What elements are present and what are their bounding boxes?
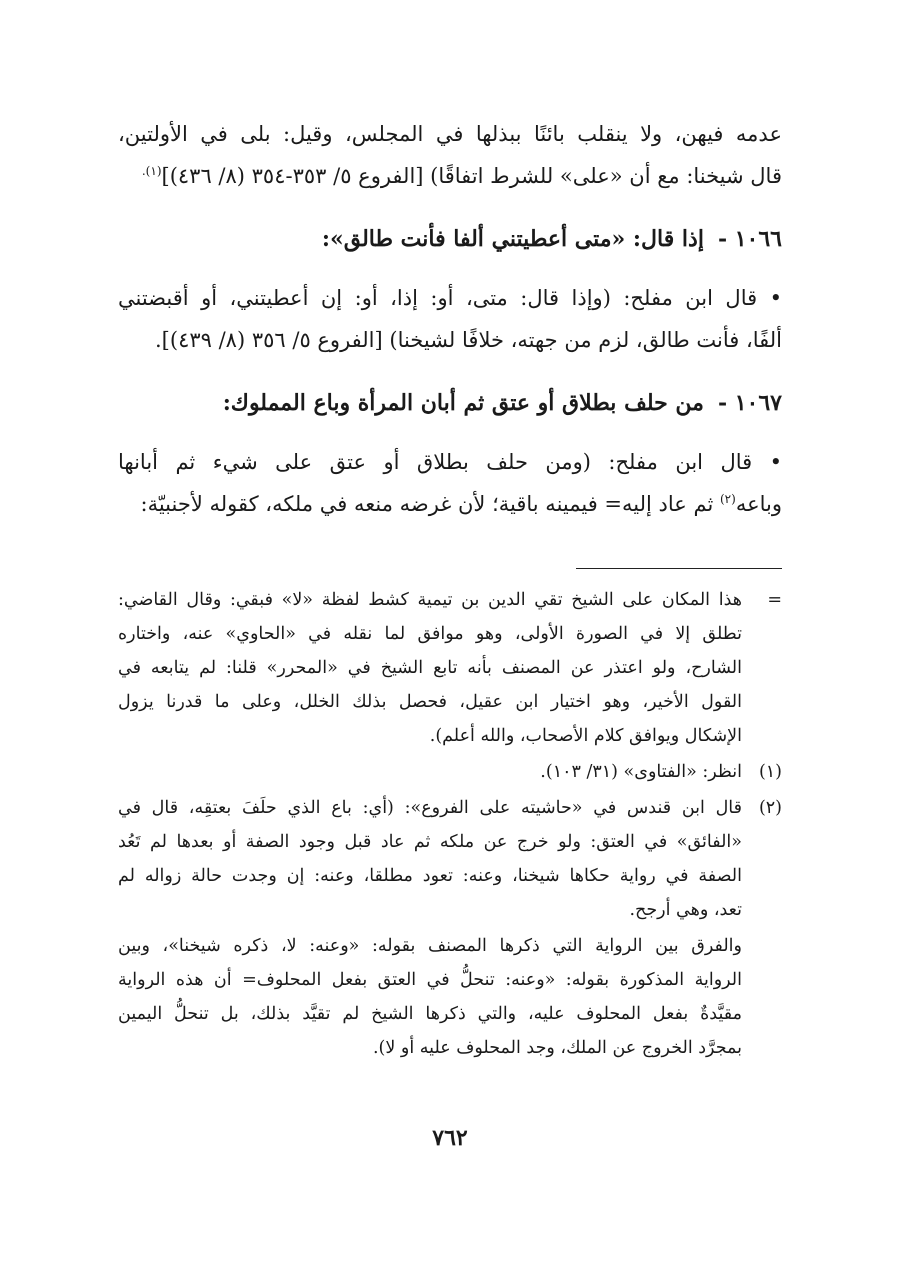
page-number: ٧٦٢: [432, 1125, 468, 1151]
footnote-line: هذا المكان على الشيخ تقي الدين بن تيمية كشط لفظة «لا» فبقي: وقال القاضي:: [118, 590, 742, 610]
footnote-line: تطلق إلا في الصورة الأولى، وهو موافق لما نقله في «الحاوي» عنه، واختاره: [118, 624, 742, 644]
footnote-line: الرواية المذكورة بقوله: «وعنه: تنحلُّ في العتق بفعل المحلوف= أن هذه الرواية: [118, 970, 742, 990]
body-line: ألفًا، فأنت طالق، لزم من جهته، خلافًا لشيخنا) [الفروع ٥/ ٣٥٦ (٨/ ٤٣٩)].: [155, 328, 782, 352]
footnote-line: الشارح، ولو اعتذر عن المصنف بأنه تابع الشيخ في «المحرر» قلنا: لم يتابعه في: [118, 658, 742, 678]
footnote-ref[interactable]: (١).: [141, 164, 162, 178]
body-line: قال شيخنا: مع أن «على» للشرط اتفاقًا) [الفروع ٥/ ٣٥٣-٣٥٤ (٨/ ٤٣٦)]$^{(١).}$: [141, 164, 782, 188]
footnote-number-2: (٢): [758, 798, 782, 818]
section-title: من حلف بطلاق أو عتق ثم أبان المرأة وباع المملوك:: [222, 390, 704, 416]
body-line: عدمه فيهن، ولا ينقلب بائنًا ببذلها في المجلس، وقيل: بلى في الأولتين،: [118, 122, 782, 146]
footnote-line: الصفة في رواية حكاها شيخنا، وعنه: تعود مطلقا، وعنه: إن وجدت حالة زواله لم: [118, 866, 742, 886]
section-title: إذا قال: «متى أعطيتني ألفا فأنت طالق»:: [321, 226, 704, 252]
body-line: وباعه$^{(٢)}$ ثم عاد إليه= فيمينه باقية؛ لأن غرضه منعه في ملكه، كقوله لأجنبيّة:: [140, 492, 782, 516]
footnote-line: مقيَّدةٌ بفعل المحلوف عليه، والتي ذكرها الشيخ لم تقيَّد بذلك، بل تنحلُّ اليمين: [118, 1004, 742, 1024]
section-number: ١٠٦٦ -: [717, 226, 782, 252]
footnote-line: الإشكال ويوافق كلام الأصحاب، والله أعلم).: [429, 726, 742, 746]
continuation-marker: =: [767, 590, 782, 610]
footnote-1: انظر: «الفتاوى» (٣١/ ١٠٣).: [540, 762, 742, 782]
body-line: • قال ابن مفلح: (وإذا قال: متى، أو: إذا، أو: إن أعطيتني، أو أقبضتني: [118, 286, 782, 310]
footnote-line: والفرق بين الرواية التي ذكرها المصنف بقوله: «وعنه: لا، ذكره شيخنا»، وبين: [118, 936, 742, 956]
footnote-line: «الفائق» في العتق: ولو خرج عن ملكه ثم عاد قبل وجود الصفة أو بعدها لم تَعُد: [118, 832, 742, 852]
footnote-ref[interactable]: (٢): [719, 492, 736, 506]
footnote-line: بمجرَّد الخروج عن الملك، وجد المحلوف عليه أو لا).: [372, 1038, 742, 1058]
footnote-line: تعد، وهي أرجح.: [629, 900, 742, 920]
footnote-line: قال ابن قندس في «حاشيته على الفروع»: (أي: باع الذي حلَفَ بعتقِه، قال في: [118, 798, 742, 818]
body-line: • قال ابن مفلح: (ومن حلف بطلاق أو عتق على شيء ثم أبانها: [118, 450, 782, 474]
footnote-line: القول الأخير، وهو اختيار ابن عقيل، فحصل بذلك الخلل، وعلى ما قدرنا يزول: [118, 692, 742, 712]
footnotes: [118, 0, 782, 1120]
section-number: ١٠٦٧ -: [717, 390, 782, 416]
footnote-number-1: (١): [758, 762, 782, 782]
